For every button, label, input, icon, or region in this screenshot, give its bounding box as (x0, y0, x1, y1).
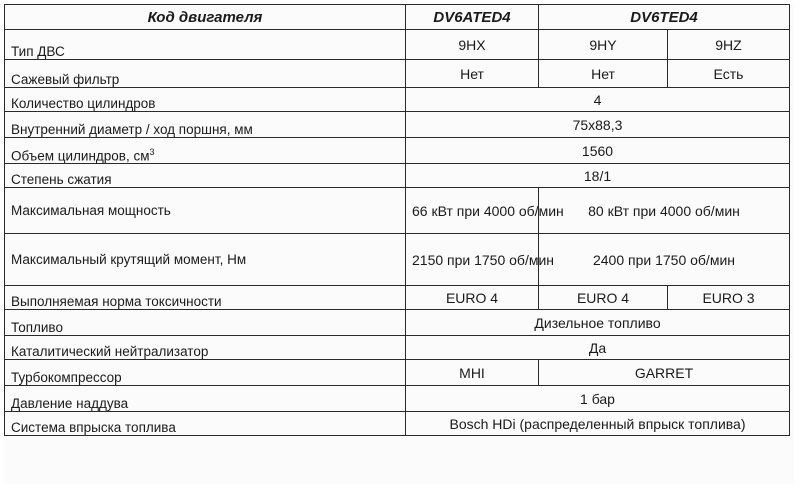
header-dv6ated4: DV6ATED4 (406, 5, 539, 30)
table-row (5, 310, 790, 336)
row-label-injection: Система впрыска топлива (5, 412, 406, 436)
cell-bore-stroke: 75x88,3 (406, 112, 790, 138)
table-row (5, 88, 790, 112)
displacement-label-text: Объем цилиндров, см (11, 148, 150, 163)
cell-emission-9hx: EURO 4 (406, 286, 539, 310)
cell-max-power-atedv4: 66 кВт при 4000 об/мин (406, 188, 539, 234)
cell-soot-filter-9hy: Нет (539, 60, 668, 88)
row-label-max-power: Максимальная мощность (5, 188, 406, 234)
table-row (5, 336, 790, 360)
row-label-emission: Выполняемая норма токсичности (5, 286, 406, 310)
table-row (5, 386, 790, 412)
cell-injection: Bosch HDi (распределенный впрыск топлива) (406, 412, 790, 436)
header-dv6ted4: DV6TED4 (539, 5, 790, 30)
cell-displacement: 1560 (406, 138, 790, 164)
table-row (5, 60, 790, 88)
table-row (5, 360, 790, 386)
cell-9hy: 9HY (539, 30, 668, 60)
header-engine-code: Код двигателя (5, 5, 406, 30)
cell-9hz: 9HZ (668, 30, 790, 60)
engine-spec-table (4, 4, 790, 436)
cell-max-power-ted4: 80 кВт при 4000 об/мин (539, 188, 790, 234)
table-row (5, 164, 790, 188)
table-row (5, 286, 790, 310)
cell-turbo-ted4: GARRET (539, 360, 790, 386)
displacement-unit-superscript: 3 (149, 146, 155, 157)
row-label-max-torque: Максимальный крутящий момент, Нм (5, 234, 406, 286)
cell-emission-9hz: EURO 3 (668, 286, 790, 310)
cell-catalyst: Да (406, 336, 790, 360)
table-row (5, 412, 790, 436)
cell-cylinders: 4 (406, 88, 790, 112)
table-row (5, 30, 790, 60)
cell-boost: 1 бар (406, 386, 790, 412)
cell-compression: 18/1 (406, 164, 790, 188)
row-label-displacement (5, 138, 406, 164)
row-label-bore-stroke: Внутренний диаметр / ход поршня, мм (5, 112, 406, 138)
cell-emission-9hy: EURO 4 (539, 286, 668, 310)
row-label-catalyst: Каталитический нейтрализатор (5, 336, 406, 360)
cell-max-torque-ted4: 2400 при 1750 об/мин (539, 234, 790, 286)
table-row (5, 234, 790, 286)
header-row (5, 5, 790, 30)
row-label-soot-filter: Сажевый фильтр (5, 60, 406, 88)
cell-soot-filter-9hx: Нет (406, 60, 539, 88)
cell-9hx: 9HX (406, 30, 539, 60)
row-label-fuel: Топливо (5, 310, 406, 336)
cell-max-torque-ated4: 2150 при 1750 об/мин (406, 234, 539, 286)
spec-sheet (4, 4, 794, 484)
row-label-engine-type: Тип ДВС (5, 30, 406, 60)
cell-turbo-ated4: MHI (406, 360, 539, 386)
row-label-compression: Степень сжатия (5, 164, 406, 188)
cell-soot-filter-9hz: Есть (668, 60, 790, 88)
table-row (5, 112, 790, 138)
row-label-boost: Давление наддува (5, 386, 406, 412)
row-label-cylinders: Количество цилиндров (5, 88, 406, 112)
table-row (5, 138, 790, 164)
row-label-turbo: Турбокомпрессор (5, 360, 406, 386)
cell-fuel: Дизельное топливо (406, 310, 790, 336)
table-row (5, 188, 790, 234)
